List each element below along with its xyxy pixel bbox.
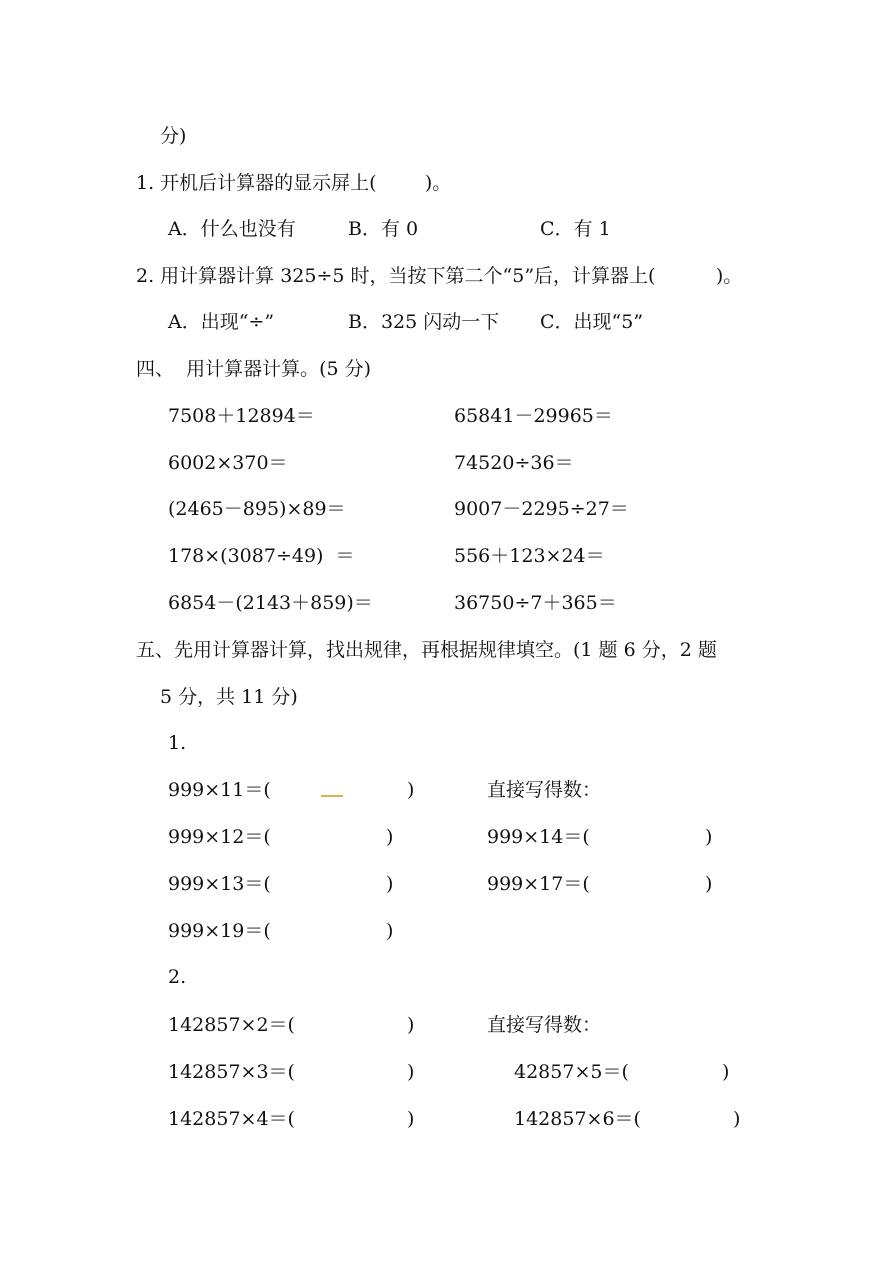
answer-paren: ) [705, 826, 713, 848]
q2-option-a: A．出现“÷” [168, 311, 275, 333]
calc-item: 36750÷7＋365＝ [454, 592, 617, 614]
pattern-item: 999×13＝( [168, 873, 271, 895]
highlight-mark [321, 795, 343, 797]
calc-item: 74520÷36＝ [454, 452, 574, 474]
part-2-label: 2. [168, 966, 187, 988]
q1-option-c: C．有 1 [540, 218, 611, 240]
q1-option-a: A．什么也没有 [168, 218, 296, 240]
pattern-item: 999×11＝( [168, 779, 271, 801]
answer-paren: ) [722, 1061, 730, 1083]
pattern-item: 42857×5＝( [514, 1061, 629, 1083]
answer-paren: ) [407, 1061, 415, 1083]
calc-item: 9007－2295÷27＝ [454, 498, 629, 520]
q1-option-b: B．有 0 [348, 218, 419, 240]
answer-paren: ) [733, 1108, 741, 1130]
q2-option-b: B．325 闪动一下 [348, 311, 500, 333]
continued-text: 分) [160, 125, 187, 147]
pattern-item: 999×12＝( [168, 826, 271, 848]
pattern-item: 142857×6＝( [514, 1108, 641, 1130]
calc-item: (2465－895)×89＝ [168, 498, 346, 520]
calc-item: 6002×370＝ [168, 452, 288, 474]
calc-item: 556＋123×24＝ [454, 545, 605, 567]
question-1: 1. 开机后计算器的显示屏上( )。 [136, 172, 452, 194]
pattern-item: 142857×4＝( [168, 1108, 295, 1130]
part-1-label: 1. [168, 732, 187, 754]
calc-item: 6854－(2143＋859)＝ [168, 592, 373, 614]
answer-paren: ) [386, 920, 394, 942]
answer-paren: ) [407, 1014, 415, 1036]
answer-paren: ) [407, 1108, 415, 1130]
calc-item: 65841－29965＝ [454, 405, 613, 427]
question-2: 2. 用计算器计算 325÷5 时，当按下第二个“5”后，计算器上( )。 [136, 265, 743, 287]
section-5-heading: 五、先用计算器计算，找出规律，再根据规律填空。(1 题 6 分，2 题 [136, 639, 717, 661]
pattern-item: 999×14＝( [487, 826, 590, 848]
answer-paren: ) [407, 779, 415, 801]
q2-option-c: C．出现“5” [540, 311, 644, 333]
answer-paren: ) [386, 826, 394, 848]
pattern-item: 999×19＝( [168, 920, 271, 942]
pattern-item: 142857×3＝( [168, 1061, 295, 1083]
direct-answer-hint: 直接写得数： [487, 1014, 602, 1036]
calc-item: 178×(3087÷49) ＝ [168, 545, 355, 567]
section-5-heading-cont: 5 分，共 11 分) [160, 686, 298, 708]
pattern-item: 999×17＝( [487, 873, 590, 895]
section-4-heading: 四、 用计算器计算。(5 分) [136, 358, 372, 380]
calc-item: 7508＋12894＝ [168, 405, 315, 427]
answer-paren: ) [386, 873, 394, 895]
answer-paren: ) [705, 873, 713, 895]
direct-answer-hint: 直接写得数： [487, 779, 602, 801]
pattern-item: 142857×2＝( [168, 1014, 295, 1036]
